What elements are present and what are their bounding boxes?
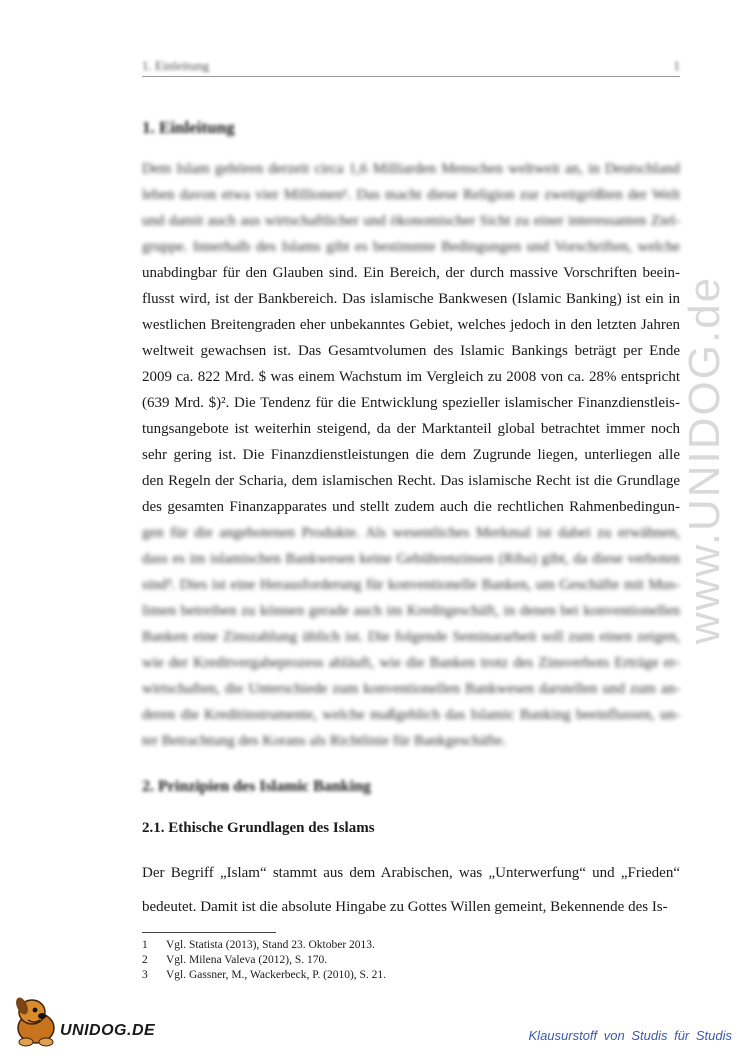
text-line: ter Betrachtung des Korans als Richtlinie für Bankgeschäfte. (142, 733, 507, 749)
text-line: sind³. Dies ist eine Herausforderung für konventionelle Banken, um Geschäfte mit Mus- (142, 577, 680, 593)
text-line: gruppe. Innerhalb des Islams gibt es bestimmte Bedingungen und Vorschriften, welche (142, 239, 680, 255)
text-line: Banken eine Zinszahlung üblich ist. Die folgende Seminararbeit soll zum einen zeigen, (142, 629, 680, 645)
watermark: www.UNIDOG.de (680, 275, 729, 645)
footnote-text: Vgl. Gassner, M., Wackerbeck, P. (2010), S. 21. (166, 969, 387, 981)
text-line: limen betreiben zu können gerade auch im Kreditgeschäft, in denen bei konventionellen (142, 603, 680, 619)
footnote-separator (142, 932, 276, 933)
footnote-text: Vgl. Milena Valeva (2012), S. 170. (166, 954, 328, 966)
dog-mascot-icon (10, 992, 70, 1050)
header-page-number: 1 (673, 58, 680, 73)
text-line: den Regeln der Scharia, dem islamischen Recht. Das islamische Recht ist die Grundlage (142, 473, 680, 489)
text-line: gen für die angebotenen Produkte. Als wesentliches Merkmal ist dabei zu erwähnen, (142, 525, 680, 541)
footnote-number: 2 (142, 954, 148, 966)
text-line: unabdingbar für den Glauben sind. Ein Bereich, der durch massive Vorschriften beein- (142, 265, 680, 281)
running-header (142, 56, 680, 77)
section-heading-2: 2. Prinzipien des Islamic Banking (142, 778, 371, 795)
footnotes (142, 938, 386, 983)
text-line: sehr gering ist. Die Finanzdienstleistungen die dem Zugrunde liegen, unterliegen alle (142, 447, 680, 463)
text-line: westlichen Breitengraden eher unbekanntes Gebiet, welches jedoch in den letzten Jahren (142, 317, 680, 333)
logo-text: UNIDOG.DE (60, 1022, 156, 1039)
text-line: 2009 ca. 822 Mrd. $ was einem Wachstum im Vergleich zu 2008 von ca. 28% entspricht (142, 369, 680, 385)
text-line: und damit auch aus wirtschaftlicher und ökonomischer Sicht zu einer interessanten Ziel- (142, 213, 680, 229)
section-heading-2-1: 2.1. Ethische Grundlagen des Islams (142, 820, 375, 836)
text-line: weltweit gewachsen ist. Das Gesamtvolumen des Islamic Bankings beträgt per Ende (142, 343, 680, 359)
text-line: tungsangebote ist weiterhin steigend, da der Marktanteil global betrachtet immer noch (142, 421, 680, 437)
footnote (142, 968, 386, 983)
header-section-title: 1. Einleitung (142, 58, 210, 73)
text-line: Der Begriff „Islam“ stammt aus dem Arabischen, was „Unterwerfung“ und „Frieden“ (142, 865, 680, 881)
footer-tagline: Klausurstoff von Studis für Studis (528, 1028, 732, 1043)
text-line: flusst wird, ist der Bankbereich. Das islamische Bankwesen (Islamic Banking) ist ein in (142, 291, 680, 307)
text-line: deren die Kreditinstrumente, welche maßgeblich das Islamic Banking beeinflussen, un- (142, 707, 680, 723)
text-line: bedeutet. Damit ist die absolute Hingabe zu Gottes Willen gemeint, Bekennende des Is- (142, 899, 668, 915)
chapter-heading: 1. Einleitung (142, 118, 235, 137)
footnote-number: 1 (142, 939, 148, 951)
text-line: Dem Islam gehören derzeit circa 1,6 Milliarden Menschen weltweit an, in Deutschland (142, 161, 680, 177)
text-line: leben davon etwa vier Millionen¹. Das macht diese Religion zur zweitgrößten der Welt (142, 187, 680, 203)
footnote-text: Vgl. Statista (2013), Stand 23. Oktober 2013. (166, 939, 375, 951)
text-line: dass es im islamischen Bankwesen keine Gebührenzinsen (Riba) gibt, da diese verboten (142, 551, 680, 567)
text-line: (639 Mrd. $)². Die Tendenz für die Entwicklung spezieller islamischer Finanzdienstleis- (142, 395, 680, 411)
footnote (142, 938, 386, 953)
text-line: wirtschaften, die Unterschiede zum konventionellen Bankwesen darstellen und zum an- (142, 681, 680, 697)
text-line: des gesamten Finanzapparates und stellt zudem auch die rechtlichen Rahmenbedingun- (142, 499, 680, 515)
text-line: wie der Kreditvergabeprozess abläuft, wie die Banken trotz des Zinsverbots Erträge er- (142, 655, 680, 671)
footnote (142, 953, 386, 968)
unidog-logo (10, 992, 160, 1050)
footnote-number: 3 (142, 969, 148, 981)
